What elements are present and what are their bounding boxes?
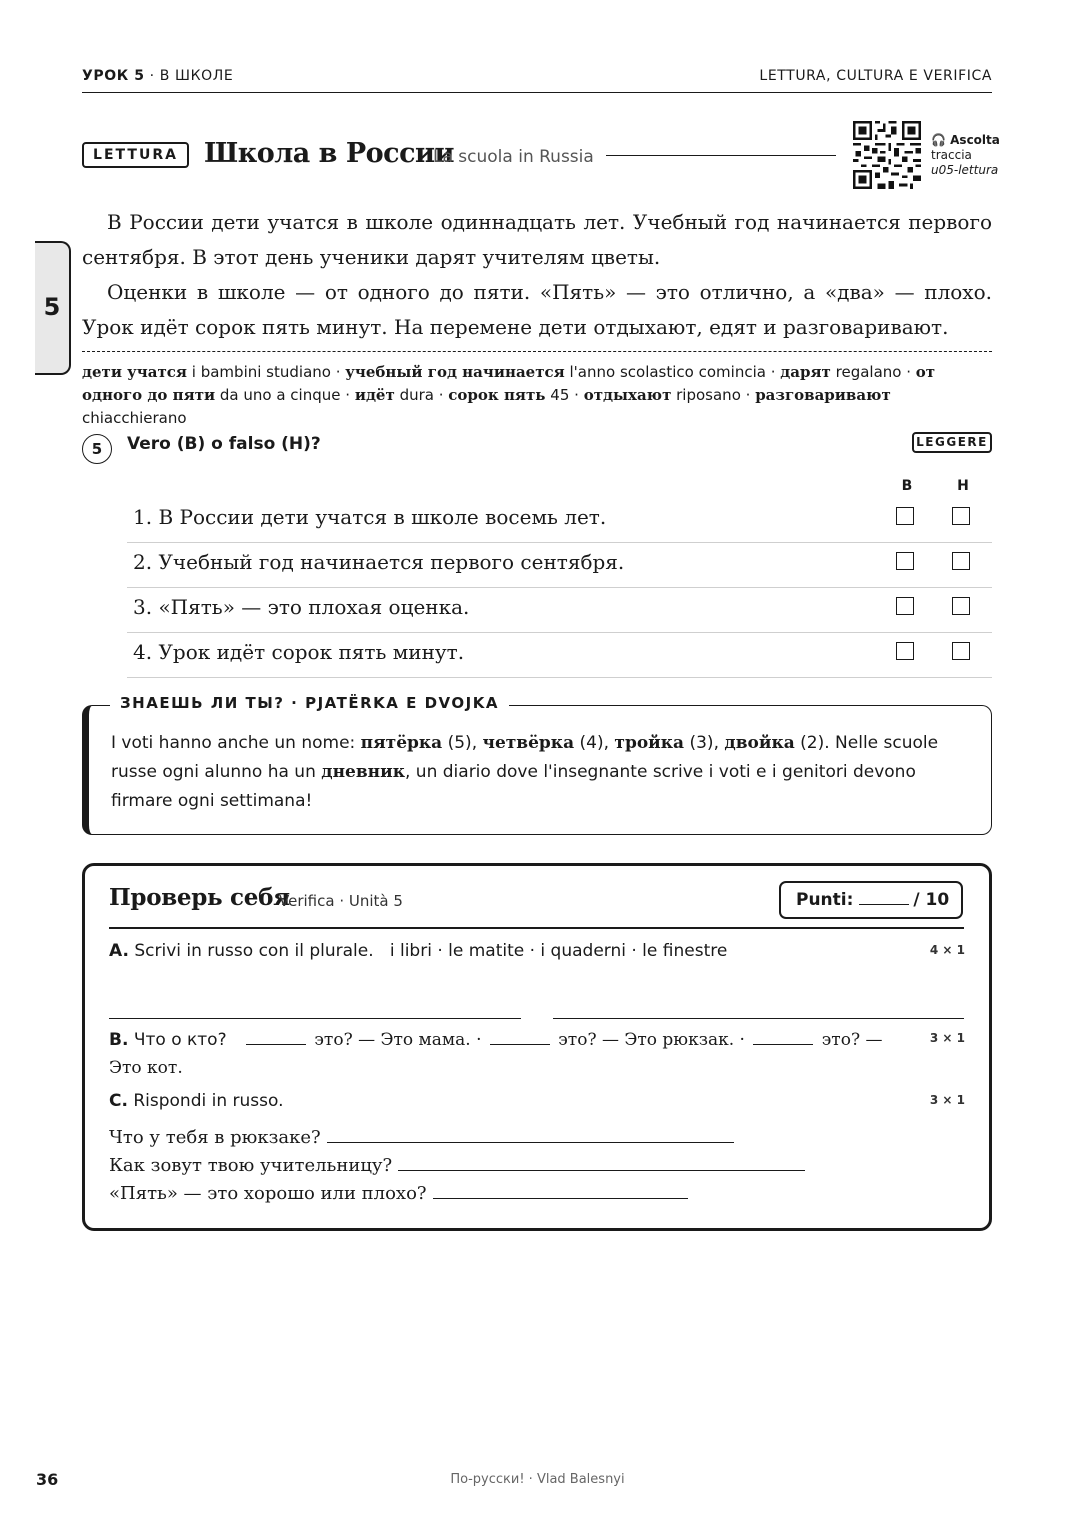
- qr-code-icon[interactable]: [853, 121, 921, 189]
- false-checkbox[interactable]: [952, 552, 970, 570]
- question-c: C. Rispondi in russo.: [109, 1091, 284, 1111]
- false-checkbox[interactable]: [952, 642, 970, 660]
- dashed-divider: [82, 351, 992, 352]
- question-b-points: 3 × 1: [929, 1031, 965, 1045]
- self-check-title: Проверь себя: [109, 884, 290, 911]
- statement-text: 3. «Пять» — это плохая оценка.: [133, 595, 470, 619]
- answer-line-a1[interactable]: [109, 1018, 521, 1019]
- reading-title-it: La scuola in Russia: [433, 147, 594, 167]
- statement-text: 4. Урок идёт сорок пять минут.: [133, 640, 465, 664]
- callout-text: I voti hanno anche un nome: пятёрка (5), четвёрка (4), тройка (3), двойка (2). Nelle scuole russe ogni alunno ha un дневник, un diario dove l'insegnante scrive i voti e i genitori devono firmare ogni settimana!: [111, 733, 939, 811]
- exercise-title: Vero (В) o falso (Н)?: [127, 434, 321, 454]
- audio-track-id: u05-lettura: [931, 163, 999, 177]
- true-checkbox[interactable]: [896, 597, 914, 615]
- score-label: Punti:: [796, 890, 854, 910]
- lettura-pill: LETTURA: [82, 142, 189, 168]
- audio-track-info[interactable]: [931, 133, 1000, 178]
- leggere-pill: LEGGERE: [912, 432, 992, 453]
- gap-b1[interactable]: [246, 1028, 306, 1045]
- reading-paragraph: Оценки в школе — от одного до пяти. «Пять» — это отлично, а «два» — плохо. Урок идёт сорок пять минут. На перемене дети отдыхают, едят и разговаривают.: [82, 280, 992, 339]
- chapter-number: 5: [43, 293, 61, 321]
- answer-line-c1[interactable]: [327, 1125, 734, 1143]
- question-b: B. Что о кто? это? — Это мама. · это? — Это рюкзак. · это? — Это кот.: [109, 1030, 883, 1078]
- glossary: дети учатся i bambini studiano · учебный год начинается l'anno scolastico comincia · дарят regalano · от одного до пяти da uno a cinque · идёт dura · сорок пять 45 · отдыхают riposano · разговаривают chiacchierano: [82, 363, 936, 427]
- audio-label-line: 🎧 Ascolta: [931, 133, 1000, 147]
- true-checkbox[interactable]: [896, 507, 914, 525]
- true-false-row: [127, 498, 992, 543]
- score-max: / 10: [913, 890, 950, 910]
- statement-text: 1. В России дети учатся в школе восемь лет.: [133, 505, 607, 529]
- true-column-header: В: [901, 478, 913, 494]
- question-a-points: 4 × 1: [929, 943, 965, 957]
- true-checkbox[interactable]: [896, 642, 914, 660]
- question-a: A. Scrivi in russo con il plurale. i libri · le matite · i quaderni · le finestre: [109, 941, 728, 961]
- gap-b2[interactable]: [490, 1028, 550, 1045]
- score-field[interactable]: [859, 886, 909, 905]
- false-checkbox[interactable]: [952, 507, 970, 525]
- chapter-side-tab: [35, 241, 71, 375]
- false-checkbox[interactable]: [952, 597, 970, 615]
- running-header: [82, 68, 992, 93]
- answer-line-c2[interactable]: [398, 1153, 805, 1171]
- true-checkbox[interactable]: [896, 552, 914, 570]
- section-label: LETTURA, CULTURA E VERIFICA: [759, 68, 992, 84]
- exercise-number: 5: [82, 434, 112, 464]
- page-number: 36: [36, 1470, 59, 1489]
- question-c2: Как зовут твою учительницу?: [109, 1153, 805, 1176]
- true-false-row: [127, 543, 992, 588]
- callout-title: ЗНАЕШЬ ЛИ ТЫ? · PJATËRKA E DVOJKA: [110, 694, 509, 712]
- question-c3: «Пять» — это хорошо или плохо?: [109, 1181, 688, 1204]
- score-box: [779, 881, 963, 919]
- question-c-points: 3 × 1: [929, 1093, 965, 1107]
- false-column-header: Н: [957, 478, 969, 494]
- gap-b3[interactable]: [753, 1028, 813, 1045]
- true-false-row: [127, 633, 992, 678]
- title-rule: [606, 155, 836, 156]
- footer-credit: По-русски! · Vlad Balesnyi: [450, 1472, 625, 1487]
- headphones-icon: 🎧: [931, 133, 946, 147]
- reading-text: [82, 205, 992, 345]
- answer-line-c3[interactable]: [433, 1181, 688, 1199]
- true-false-row: [127, 588, 992, 633]
- lesson-label: УРОК 5 · В ШКОЛЕ: [82, 68, 234, 84]
- statement-text: 2. Учебный год начинается первого сентября.: [133, 550, 625, 574]
- reading-title-ru: Школа в России: [204, 138, 455, 169]
- self-check-rule: [109, 927, 964, 929]
- self-check-subtitle: Verifica · Unità 5: [279, 892, 403, 910]
- reading-paragraph: В России дети учатся в школе одиннадцать лет. Учебный год начинается первого сентября. В этот день ученики дарят учителям цветы.: [82, 210, 992, 269]
- question-c1: Что у тебя в рюкзаке?: [109, 1125, 734, 1148]
- audio-sub: traccia: [931, 148, 972, 162]
- answer-line-a2[interactable]: [553, 1018, 964, 1019]
